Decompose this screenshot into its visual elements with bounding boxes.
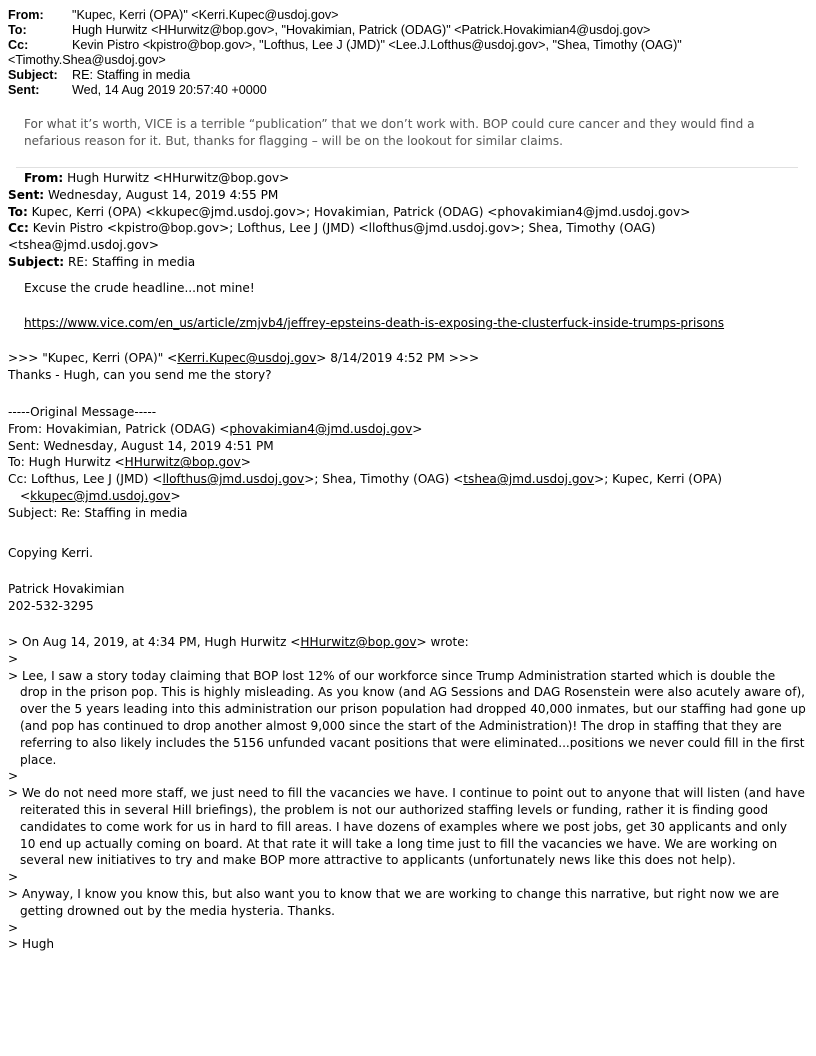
original-body: Copying Kerri.	[8, 546, 93, 560]
quote-kupec-header	[8, 350, 806, 367]
header-to-row	[8, 23, 682, 38]
fwd-message: Excuse the crude headline...not mine!	[24, 281, 255, 295]
fwd-sent-label: Sent:	[8, 187, 45, 202]
header-subject-row	[8, 68, 682, 83]
quoted-paragraph-3: > Anyway, I know you know this, but also want you to know that we are working to change this narrative, but right now we are getting drowned out by the media hysteria. Thanks.	[8, 886, 780, 918]
original-cc-mid1: >; Shea, Timothy (OAG) <	[304, 472, 464, 487]
quoted-intro	[8, 634, 806, 651]
fwd-from-row	[8, 170, 806, 187]
quote-marker: >	[8, 651, 19, 666]
original-from	[8, 421, 806, 438]
header-cc-row	[8, 38, 682, 53]
header-sent-row	[8, 83, 682, 98]
quoted-intro-prefix: > On Aug 14, 2019, at 4:34 PM, Hugh Hurwitz <	[8, 635, 301, 649]
signature	[8, 581, 806, 615]
to-value: Hugh Hurwitz <HHurwitz@bop.gov>, "Hovakimian, Patrick (ODAG)" <Patrick.Hovakimian4@usdoj.gov>	[72, 23, 651, 37]
original-cc-lt: <	[20, 488, 31, 503]
fwd-sent-row	[8, 187, 806, 204]
original-cc-prefix: Cc: Lofthus, Lee J (JMD) <	[8, 472, 163, 487]
fwd-to-row	[8, 204, 806, 221]
original-cc-mid2: >; Kupec, Kerri (OPA)	[594, 472, 723, 487]
fwd-from-value: Hugh Hurwitz <HHurwitz@bop.gov>	[67, 171, 290, 185]
quoted-intro-suffix: > wrote:	[416, 635, 469, 649]
fwd-cc-row	[8, 220, 806, 254]
quote-marker: >	[8, 769, 19, 784]
quoted-paragraph-2: > We do not need more staff, we just need to fill the vacancies we have. I continue to point out to anyone that will listen (and have reiterated this in several Hill briefings), the problem is not our authorized staffing levels or funding, rather it is finding good candidates to come work for us in hard to fill areas. I have dozens of examples where we post jobs, get 30 applicants and only 10 end up actually coming on board. At that rate it will take a long time just to fill the vacancies we have. We are working on several new initiatives to try and make BOP more attractive to applicants (unfortunately news like this does not help).	[8, 786, 805, 868]
to-label: To:	[8, 23, 27, 37]
sent-label: Sent:	[8, 83, 40, 97]
original-sent: Sent: Wednesday, August 14, 2019 4:51 PM	[8, 438, 274, 453]
quote-kupec-text: Thanks - Hugh, can you send me the story?	[8, 367, 272, 382]
signature-phone: 202-532-3295	[8, 598, 94, 613]
original-to	[8, 454, 806, 471]
quote-marker: >	[8, 870, 19, 885]
cc-label: Cc:	[8, 38, 29, 52]
shea-email-link[interactable]: tshea@jmd.usdoj.gov	[463, 472, 595, 487]
kupec-email-link[interactable]: Kerri.Kupec@usdoj.gov	[177, 351, 317, 365]
forward-header	[8, 170, 806, 271]
fwd-subject-label: Subject:	[8, 254, 65, 269]
original-message	[8, 404, 806, 522]
reply-line-1: For what it’s worth, VICE is a terrible “publication” that we don’t work with. BOP could cure cancer and they would find a	[24, 117, 755, 131]
original-from-prefix: From: Hovakimian, Patrick (ODAG) <	[8, 421, 230, 436]
original-to-prefix: To: Hugh Hurwitz <	[8, 455, 125, 470]
header-from-row	[8, 8, 682, 23]
email-header	[8, 8, 682, 98]
signature-name: Patrick Hovakimian	[8, 582, 125, 596]
original-from-suffix: >	[412, 421, 423, 436]
article-link[interactable]: https://www.vice.com/en_us/article/zmjvb4/jeffrey-epsteins-death-is-exposing-the-clusterfuck-inside-trumps-prisons	[24, 316, 725, 330]
quoted-paragraph-1: > Lee, I saw a story today claiming that BOP lost 12% of our workforce since Trump Administration started which is double the drop in the prison pop. This is highly misleading. As you know (and AG Sessions and DAG Rosenstein were also acutely aware of), over the 5 years leading into this administration our prison population had dropped 40,000 inmates, but our staffing had gone up (and pop has continued to drop another almost 9,000 since the start of the Administration)! The drop in staffing that they are referring to also likely includes the 5156 unfunded vacant positions that were eliminated...positions we never could fill in the first place.	[8, 668, 806, 767]
quote-kupec	[8, 350, 806, 384]
quoted-email	[8, 634, 806, 953]
fwd-cc-value: Kevin Pistro <kpistro@bop.gov>; Lofthus, Lee J (JMD) <llofthus@jmd.usdoj.gov>; Shea, Timothy (OAG) <tshea@jmd.usdoj.gov>	[8, 221, 656, 253]
kupec-jmd-email-link[interactable]: kkupec@jmd.usdoj.gov	[30, 488, 171, 503]
fwd-subject-row	[8, 254, 806, 271]
original-cc-continued	[8, 488, 806, 505]
hovakimian-email-link[interactable]: phovakimian4@jmd.usdoj.gov	[229, 421, 413, 436]
fwd-to-value: Kupec, Kerri (OPA) <kkupec@jmd.usdoj.gov>; Hovakimian, Patrick (ODAG) <phovakimian4@jmd.usdoj.gov>	[31, 204, 691, 219]
fwd-from-label: From:	[24, 171, 64, 185]
quote-prefix: >>> "Kupec, Kerri (OPA)" <	[8, 351, 178, 365]
hurwitz-quoted-email-link[interactable]: HHurwitz@bop.gov	[300, 635, 417, 649]
cc-value: Kevin Pistro <kpistro@bop.gov>, "Lofthus, Lee J (JMD)" <Lee.J.Lofthus@usdoj.gov>, "Shea, Timothy (OAG)"	[72, 38, 682, 52]
original-to-suffix: >	[240, 455, 251, 470]
original-cc-gt: >	[170, 488, 181, 503]
quote-marker: >	[8, 920, 19, 935]
fwd-to-label: To:	[8, 204, 28, 219]
lofthus-email-link[interactable]: llofthus@jmd.usdoj.gov	[162, 472, 305, 487]
quoted-signoff: > Hugh	[8, 937, 55, 952]
fwd-subject-value: RE: Staffing in media	[67, 254, 196, 269]
original-cc	[8, 471, 806, 488]
fwd-sent-value: Wednesday, August 14, 2019 4:55 PM	[48, 187, 279, 202]
header-cc-continued: <Timothy.Shea@usdoj.gov>	[8, 53, 166, 67]
subject-label: Subject:	[8, 68, 58, 82]
section-divider	[16, 167, 798, 168]
original-subject: Subject: Re: Staffing in media	[8, 505, 188, 520]
from-value: "Kupec, Kerri (OPA)" <Kerri.Kupec@usdoj.gov>	[72, 8, 339, 22]
sent-value: Wed, 14 Aug 2019 20:57:40 +0000	[72, 83, 267, 97]
subject-value: RE: Staffing in media	[72, 68, 191, 82]
reply-body	[24, 116, 806, 150]
quote-suffix: > 8/14/2019 4:52 PM >>>	[316, 351, 480, 365]
fwd-cc-label: Cc:	[8, 221, 29, 236]
from-label: From:	[8, 8, 44, 22]
reply-line-2: nefarious reason for it. But, thanks for flagging – will be on the lookout for similar claims.	[24, 133, 563, 148]
hurwitz-email-link[interactable]: HHurwitz@bop.gov	[124, 455, 241, 470]
original-divider: -----Original Message-----	[8, 405, 157, 419]
